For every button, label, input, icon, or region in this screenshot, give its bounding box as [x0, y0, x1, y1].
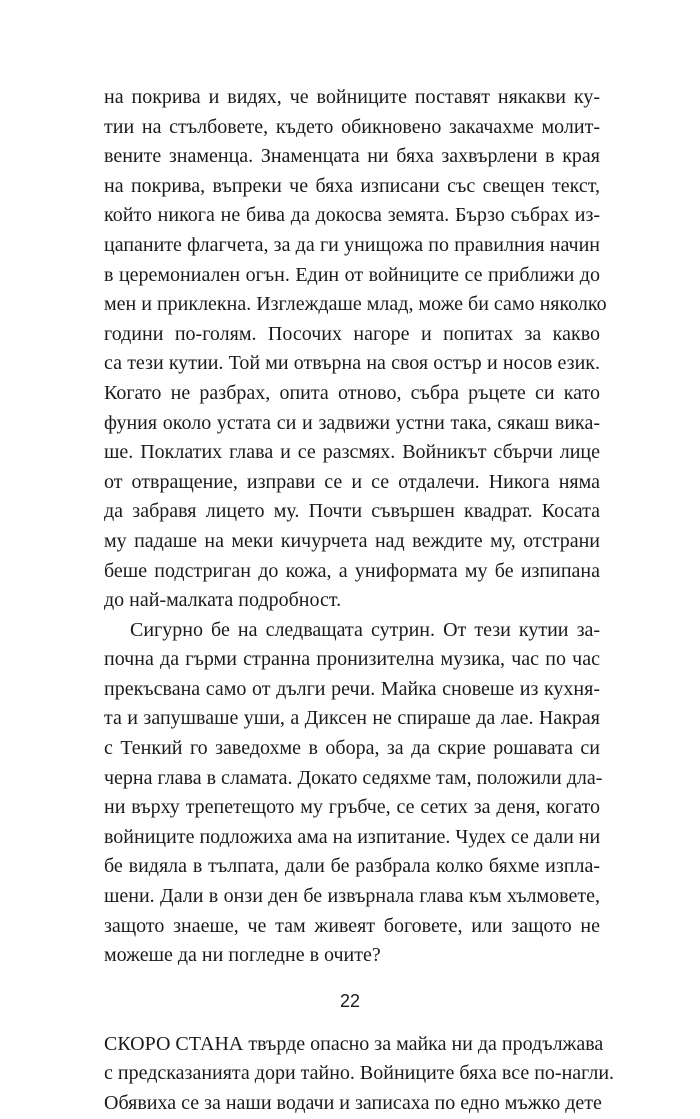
text-line: мен и приклекна. Изглеждаше млад, може би само няколко [104, 293, 607, 316]
text-line: Когато не разбрах, опита отново, събра ръцете си като [104, 381, 600, 404]
text-line: можеше да ни погледне в очите? [104, 944, 381, 967]
page-number: 22 [339, 991, 361, 1011]
text-line: Сигурно бе на следващата сутрин. От тези кутии за- [130, 618, 600, 641]
text-line: фуния около устата си и задвижи устни така, сякаш вика- [104, 411, 600, 434]
text-line: да забравя лицето му. Почти съвършен квадрат. Косата [104, 500, 600, 523]
text-line: на покрива и видях, че войниците поставят някакви ку- [104, 86, 600, 108]
text-line: беше подстриган до кожа, а униформата му бе изпипана [104, 559, 600, 582]
text-line: тии на стълбовете, където обикновено закачахме молит- [104, 115, 600, 138]
paragraph-3 [104, 1030, 615, 1119]
text-line: та и запушваше уши, а Диксен не спираше да лае. Накрая [104, 707, 600, 730]
text-line: почна да гърми странна пронизителна музика, час по час [104, 648, 600, 671]
text-line: шени. Дали в онзи ден бе извърнала глава към хълмовете, [104, 885, 600, 908]
text-line: Обявиха се за наши водачи и записаха по едно мъжко дете [104, 1092, 602, 1114]
text-line: ше. Поклатих глава и се разсмях. Войникът сбърчи лице [104, 441, 600, 464]
text-line: защото знаеше, че там живеят боговете, или защото не [104, 914, 600, 937]
text-line: му падаше на меки кичурчета над веждите му, отстрани [104, 529, 600, 552]
text-line: който никога не бива да докосва земята. Бързо събрах из- [104, 204, 600, 227]
text-line: прекъсвана само от дълги речи. Майка сновеше из кухня- [104, 677, 600, 700]
text-line: цапаните флагчета, за да ги унищожа по правилния начин [104, 233, 600, 256]
text-line: на покрива, въпреки че бяха изписани със свещен текст, [104, 174, 600, 197]
text-line: СКОРО СТАНА твърде опасно за майка ни да продължава [104, 1032, 604, 1055]
text-line: са тези кутии. Той ми отвърна на своя остър и носов език. [104, 352, 600, 375]
page-body [104, 83, 615, 1119]
text-line: от отвращение, изправи се и се отдалечи. Никога няма [104, 470, 600, 493]
text-line: вените знаменца. Знаменцата ни бяха захвърлени в края [104, 145, 600, 168]
paragraph-2 [104, 616, 603, 971]
paragraph-1 [104, 83, 607, 616]
text-line: с Тенкий го заведохме в обора, за да скрие рошавата си [104, 737, 600, 760]
text-line: ни върху трепетещото му гръбче, се сетих за деня, когато [104, 796, 600, 819]
text-line: бе видяла в тълпата, дали бе разбрала колко бяхме изпла- [104, 855, 600, 878]
text-line: години по-голям. Посочих нагоре и попитах за какво [104, 322, 600, 345]
text-line: с предсказанията дори тайно. Войниците бяха все по-нагли. [104, 1062, 615, 1085]
text-line: до най-малката подробност. [104, 589, 342, 612]
text-line: в церемониален огън. Един от войниците се приближи до [104, 263, 600, 286]
text-line: войниците подложиха ама на изпитание. Чудех се дали ни [104, 825, 601, 848]
text-line: черна глава в сламата. Докато седяхме там, положили дла- [104, 766, 603, 789]
